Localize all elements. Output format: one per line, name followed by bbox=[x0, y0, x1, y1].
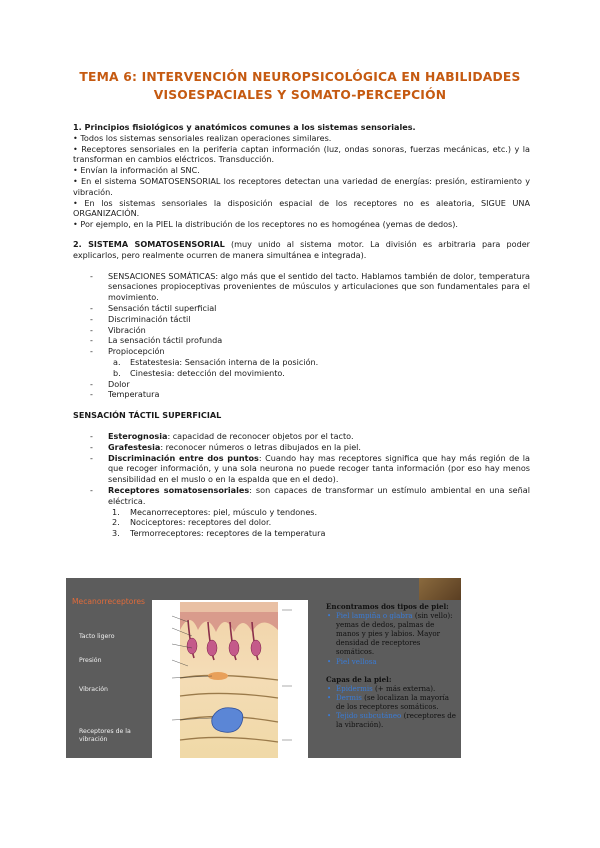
skin-layers-heading: Capas de la piel: bbox=[326, 674, 392, 684]
list-item: - La sensación táctil profunda bbox=[90, 335, 223, 346]
numbered-item: 3. Termorreceptores: receptores de la temperatura bbox=[112, 528, 326, 539]
section2-heading: 2. SISTEMA SOMATOSENSORIAL bbox=[73, 238, 225, 249]
receptor-types-list bbox=[108, 507, 530, 539]
title-line-1: TEMA 6: INTERVENCIÓN NEUROPSICOLÓGICA EN HABILIDADES bbox=[79, 70, 521, 84]
list-item: - Sensación táctil superficial bbox=[90, 302, 217, 313]
sublist-item: a. Estatestesia: Sensación interna de la posición. bbox=[113, 356, 319, 367]
numbered-item: 2. Nociceptores: receptores del dolor. bbox=[112, 517, 272, 528]
document-body bbox=[73, 122, 530, 539]
list-item: • Dermis (se localizan la mayoría de los receptores somáticos. bbox=[327, 692, 449, 711]
figure-label: Presión bbox=[79, 657, 102, 664]
skin-layers-illustration bbox=[152, 600, 308, 758]
list-item: • Epidermis (+ más externa). bbox=[327, 683, 436, 693]
s1-bullet: • Por ejemplo, en la PIEL la distribución de los receptores no es homogénea (yemas de dedos). bbox=[73, 219, 458, 230]
section1-heading: 1. Principios fisiológicos y anatómicos comunes a los sistemas sensoriales. bbox=[73, 122, 416, 132]
list-item: • Tejido subcutáneo (receptores de la vibración). bbox=[327, 711, 456, 730]
figure-text-panel bbox=[326, 602, 458, 729]
tactile-list bbox=[73, 431, 530, 539]
s1-bullet: • En el sistema SOMATOSENSORIAL los receptores detectan una variedad de energías: presión, estiramiento y vibración. bbox=[73, 175, 530, 197]
s1-bullet: • Receptores sensoriales en la periferia captan información (luz, ondas sonoras, fuerzas mecánicas, etc.) y la transforman en cambios eléctricos. Transducción. bbox=[73, 143, 530, 165]
figure-corner-decoration bbox=[419, 578, 461, 600]
section3-heading: SENSACIÓN TÁCTIL SUPERFICIAL bbox=[73, 410, 222, 421]
list-item: - Esterognosia: capacidad de reconocer objetos por el tacto. bbox=[90, 430, 354, 441]
list-item: - Temperatura bbox=[90, 389, 160, 400]
propiocepcion-sublist bbox=[108, 357, 530, 379]
list-item: - Propiocepción a. Estatestesia: Sensación interna de la posición. b. Cinestesia: detección del movimiento. bbox=[73, 346, 530, 378]
figure-label: Receptores de la vibración bbox=[79, 728, 131, 743]
list-item: - Dolor bbox=[90, 378, 130, 389]
list-item: - Receptores somatosensoriales: son capaces de transformar un estímulo ambiental en una señal eléctrica. 1. Mecanorreceptores: piel, músculo y tendones. 2. Nociceptores: receptores del dolor. 3. Termorreceptores: receptores de la temperatura bbox=[90, 484, 530, 539]
list-item: - Discriminación entre dos puntos: Cuando hay mas receptores significa que hay más región de la que recoger información, y una sola neurona no puede recoger tanta información (por eso hay menos sensibilidad en el muslo o en la espalda que en el dedo). bbox=[90, 452, 530, 485]
somatic-list bbox=[73, 271, 530, 401]
s1-bullet: • En los sistemas sensoriales la disposición espacial de los receptores no es aleatoria, SIGUE UNA ORGANIZACIÓN. bbox=[73, 197, 530, 219]
list-item: - Vibración bbox=[90, 324, 146, 335]
section2-paragraph bbox=[73, 239, 530, 261]
sublist-item: b. Cinestesia: detección del movimiento. bbox=[113, 367, 285, 378]
skin-layers-list bbox=[326, 684, 458, 729]
list-item: - Discriminación táctil bbox=[90, 313, 191, 324]
skin-types-list bbox=[326, 611, 458, 666]
numbered-item: 1. Mecanorreceptores: piel, músculo y tendones. bbox=[112, 506, 318, 517]
s1-bullet: • Envían la información al SNC. bbox=[73, 165, 200, 176]
page-title bbox=[60, 68, 540, 104]
list-item: - Grafestesia: reconocer números o letras dibujados en la piel. bbox=[90, 441, 361, 452]
section2-text: (muy unido al sistema motor. La división es arbitraria para poder explicarlos, pero realmente ocurren de manera simultánea e integrada). bbox=[73, 238, 531, 260]
skin-types-heading: Encontramos dos tipos de piel: bbox=[326, 602, 449, 611]
figure-label: Tacto ligero bbox=[79, 633, 115, 640]
list-item: • Piel vellosa bbox=[327, 656, 377, 666]
figure-left-title: Mecanorreceptores bbox=[72, 597, 146, 606]
list-item: - SENSACIONES SOMÁTICAS: algo más que el sentido del tacto. Hablamos también de dolor, temperatura sensaciones propioceptivas provenientes de músculos y articulaciones que son fundamentales para el movimiento. bbox=[90, 270, 530, 303]
s1-bullet: • Todos los sistemas sensoriales realizan operaciones similares. bbox=[73, 132, 332, 143]
list-item: • Piel lampiña o glabra (sin vello): yemas de dedos, palmas de manos y pies y labios. Mayor densidad de receptores somáticos. bbox=[327, 611, 453, 657]
figure-label: Vibración bbox=[79, 686, 108, 693]
title-line-2: VISOESPACIALES Y SOMATO-PERCEPCIÓN bbox=[153, 88, 447, 102]
